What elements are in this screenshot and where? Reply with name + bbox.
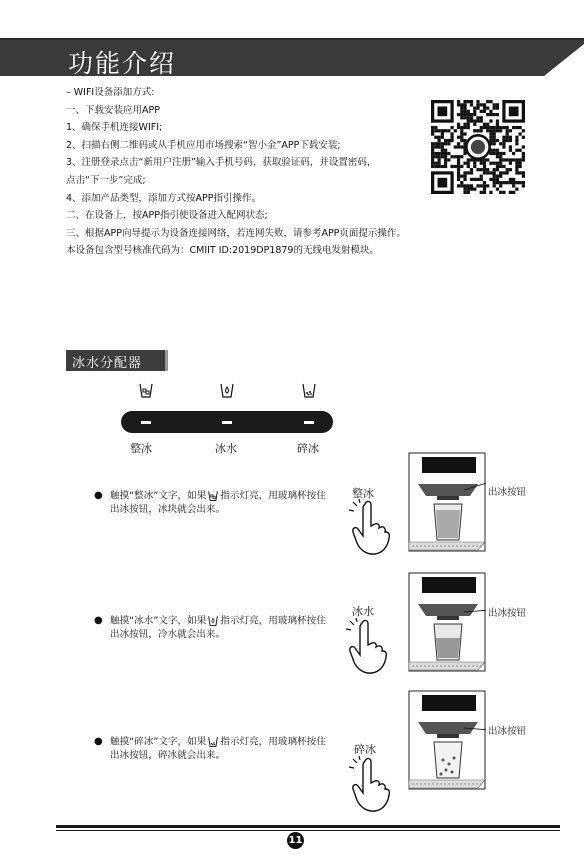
water-drop-icon bbox=[218, 381, 236, 399]
whole-ice-button[interactable]: 整冰 bbox=[130, 442, 152, 455]
page-title: 功能介绍 bbox=[68, 49, 177, 78]
wifi-line: 二、在设备上，按APP指引使设备进入配网状态; bbox=[66, 210, 268, 222]
water-drop-icon bbox=[206, 614, 220, 627]
hand-touch-icon bbox=[345, 755, 393, 815]
bullet: ● bbox=[94, 736, 103, 747]
bullet: ● bbox=[94, 490, 103, 501]
crushed-ice-button[interactable]: 碎冰 bbox=[297, 442, 319, 455]
instruction-text: 触摸“整冰”文字，如果 bbox=[110, 490, 207, 502]
qr-code bbox=[431, 100, 525, 194]
section-title: 冰水分配器 bbox=[72, 356, 143, 371]
crushed-ice-indicator bbox=[304, 421, 314, 424]
bullet: ● bbox=[94, 615, 103, 626]
wifi-instructions bbox=[66, 84, 436, 260]
instruction-text: 触摸“碎冰”文字，如果 bbox=[110, 736, 207, 748]
hand-label: 冰水 bbox=[352, 605, 374, 618]
page-number: 11 bbox=[287, 832, 304, 849]
hand-label: 整冰 bbox=[352, 487, 374, 500]
wifi-line: 4、添加产品类型，添加方式按APP指引操作。 bbox=[66, 192, 262, 204]
dispenser-illustration bbox=[408, 572, 486, 672]
wifi-line: 点击“下一步”完成; bbox=[66, 174, 146, 186]
ice-button-callout: 出冰按钮 bbox=[488, 608, 527, 619]
instruction-text: 触摸“冰水”文字，如果 bbox=[110, 615, 207, 627]
wifi-line: 本设备包含型号核准代码为：CMIIT ID:2019DP1879的无线电发射模块。 bbox=[66, 245, 379, 257]
ice-button-callout: 出冰按钮 bbox=[488, 726, 527, 737]
whole-ice-indicator bbox=[141, 421, 151, 424]
ice-water-button[interactable]: 冰水 bbox=[215, 442, 237, 455]
whole-ice-icon bbox=[137, 381, 155, 399]
hand-touch-icon bbox=[342, 617, 390, 677]
wifi-line: 2、扫描右侧二维码或从手机应用市场搜索“智小金”APP下载安装; bbox=[66, 139, 341, 151]
dispenser-illustration bbox=[408, 452, 486, 552]
wifi-line: 一、下载安装应用APP bbox=[66, 104, 160, 116]
crushed-ice-icon bbox=[300, 381, 318, 399]
instruction-crushed-ice bbox=[110, 735, 330, 762]
wifi-line: 3、注册登录点击“新用户注册”输入手机号码，获取验证码，并设置密码， bbox=[66, 157, 377, 169]
water-indicator bbox=[222, 421, 232, 424]
instruction-whole-ice bbox=[110, 489, 330, 516]
instruction-text: 指示灯亮，用玻璃杯按住出冰按钮，冰块就会出来。 bbox=[110, 490, 326, 515]
footer-rule bbox=[56, 830, 560, 831]
dispenser-illustration bbox=[408, 690, 486, 790]
instruction-text: 指示灯亮，用玻璃杯按住出冰按钮，碎冰就会出来。 bbox=[110, 736, 326, 761]
instruction-text: 指示灯亮，用玻璃杯按住出冰按钮，冷水就会出来。 bbox=[110, 615, 326, 640]
hand-touch-icon bbox=[345, 498, 393, 558]
wifi-line: 三、根据APP向导提示为设备连接网络，若连网失败，请参考APP页面提示操作。 bbox=[66, 227, 406, 239]
crushed-ice-icon bbox=[206, 735, 220, 748]
instruction-ice-water bbox=[110, 614, 330, 641]
hand-label: 碎冰 bbox=[354, 743, 376, 756]
ice-button-callout: 出冰按钮 bbox=[488, 487, 527, 498]
wifi-line: – WIFI设备添加方式: bbox=[66, 87, 155, 98]
footer-rule bbox=[56, 825, 560, 828]
wifi-line: 1、确保手机连接WIFI; bbox=[66, 122, 163, 134]
whole-ice-icon bbox=[206, 489, 220, 502]
